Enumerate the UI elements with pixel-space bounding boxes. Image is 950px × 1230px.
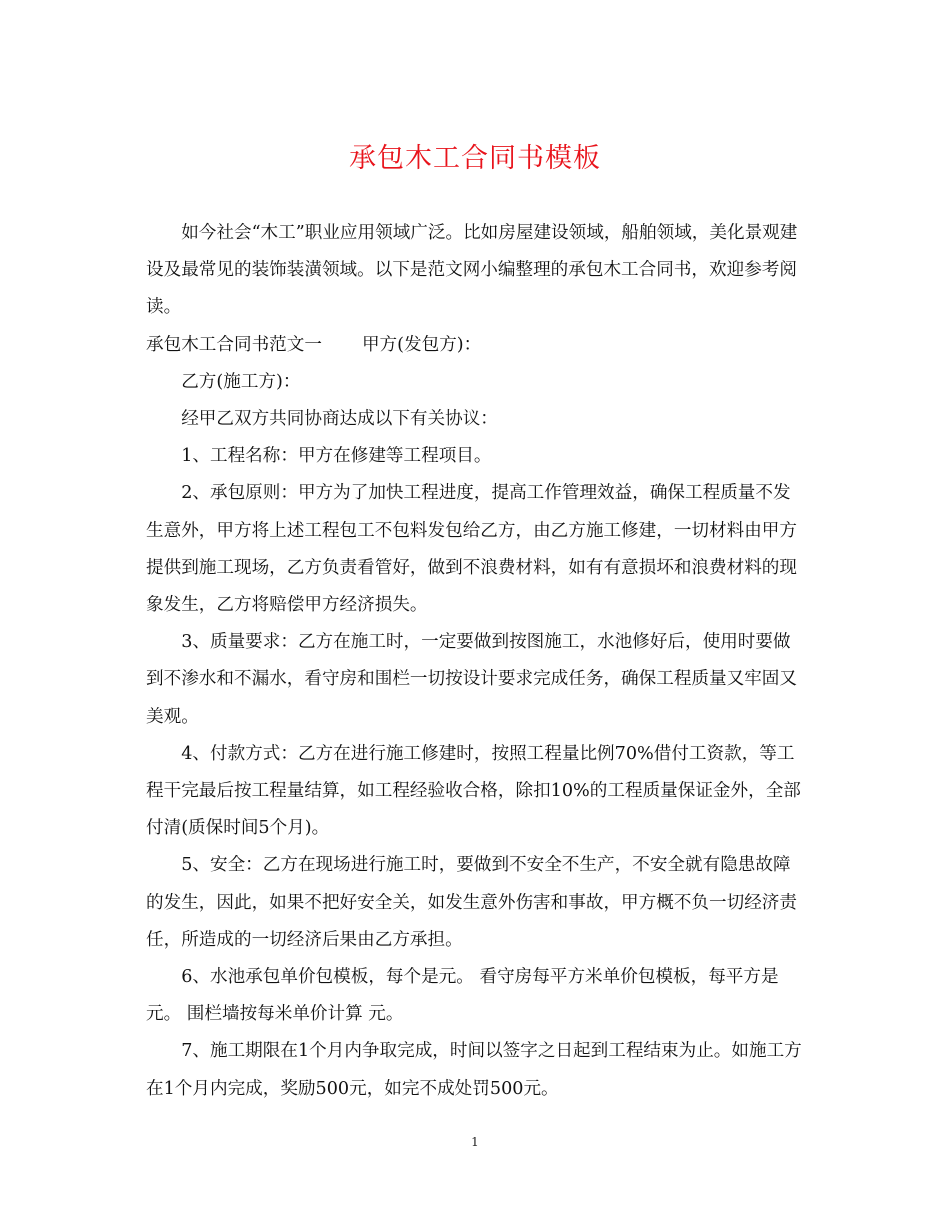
clause-6: 6、水池承包单价包模板，每个是元。 看守房每平方米单价包模板，每平方是 元。 围栏墙按每米单价计算 元。 bbox=[146, 967, 779, 1025]
clause-2: 2、承包原则：甲方为了加快工程进度，提高工作管理效益，确保工程质量不发生意外，甲方将上述工程包工不包料发包给乙方，由乙方施工修建，一切材料由甲方提供到施工现场，乙方负责看管好，做到不浪费材料，如有有意损坏和浪费材料的现象发生，乙方将赔偿甲方经济损失。 bbox=[146, 483, 797, 616]
clause-4: 4、付款方式：乙方在进行施工修建时，按照工程量比例70%借付工资款，等工程干完最后按工程量结算，如工程经验收合格，除扣10%的工程质量保证金外，全部付清(质保时间5个月)。 bbox=[146, 743, 801, 839]
party-b-label: 乙方(施工方)： bbox=[181, 371, 301, 392]
clause-3: 3、质量要求：乙方在施工时，一定要做到按图施工，水池修好后，使用时要做到不渗水和不漏水，看守房和围栏一切按设计要求完成任务，确保工程质量又牢固又美观。 bbox=[146, 632, 797, 727]
clause-5: 5、安全：乙方在现场进行施工时，要做到不安全不生产，不安全就有隐患故障的发生，因此，如果不把好安全关，如发生意外伤害和事故，甲方概不负一切经济责任，所造成的一切经济后果由乙方承担。 bbox=[146, 855, 797, 950]
clause-1: 1、工程名称：甲方在修建等工程项目。 bbox=[181, 446, 492, 467]
sample-heading-line bbox=[146, 327, 806, 364]
document-title: 承包木工合同书模板 bbox=[349, 143, 601, 174]
document-body bbox=[146, 215, 806, 1108]
party-a-label: 甲方(发包方)： bbox=[361, 334, 482, 355]
sample-heading: 承包木工合同书范文一 bbox=[146, 334, 322, 355]
page-number: 1 bbox=[471, 1135, 479, 1149]
intro-paragraph: 如今社会“木工”职业应用领域广泛。比如房屋建设领域，船舶领域，美化景观建设及最常见的装饰装潢领域。以下是范文网小编整理的承包木工合同书，欢迎参考阅读。 bbox=[146, 223, 798, 318]
clause-7: 7、施工期限在1个月内争取完成，时间以签字之日起到工程结束为止。如施工方在1个月内完成，奖励500元，如完不成处罚500元。 bbox=[146, 1041, 802, 1099]
agreement-intro: 经甲乙双方共同协商达成以下有关协议： bbox=[181, 409, 498, 430]
